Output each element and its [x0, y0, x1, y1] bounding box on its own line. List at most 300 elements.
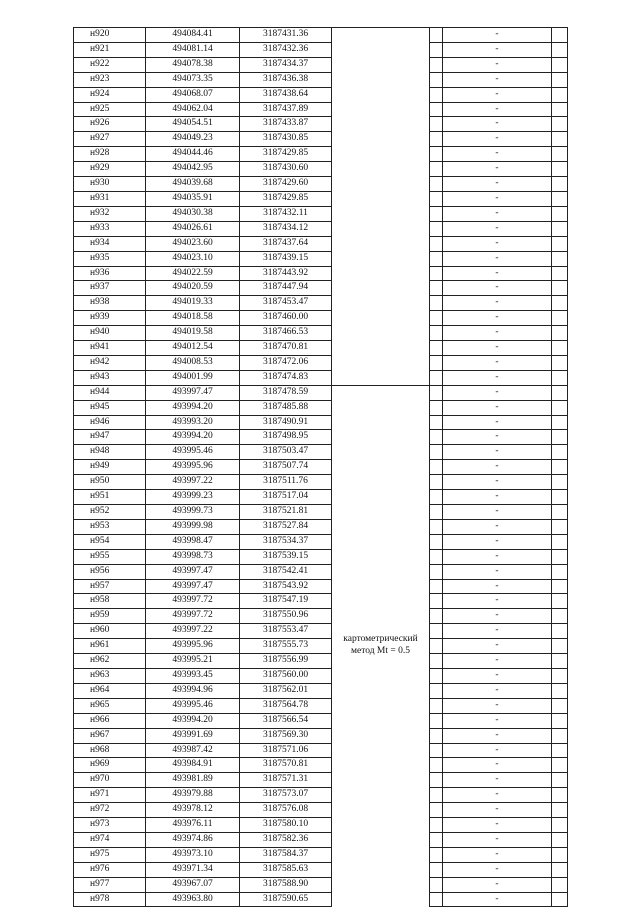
y-coordinate-cell: 3187433.87	[240, 117, 332, 132]
x-coordinate-cell: 493995.46	[146, 445, 240, 460]
table-row	[74, 296, 568, 311]
x-coordinate-cell: 493997.47	[146, 579, 240, 594]
edge-cell	[552, 624, 568, 639]
y-coordinate-cell: 3187430.85	[240, 132, 332, 147]
spacer-cell	[430, 624, 443, 639]
x-coordinate-cell: 493994.20	[146, 400, 240, 415]
x-coordinate-cell: 494068.07	[146, 87, 240, 102]
point-name-cell: н954	[74, 534, 146, 549]
spacer-cell	[430, 475, 443, 490]
spacer-cell	[430, 326, 443, 341]
table-row	[74, 594, 568, 609]
y-coordinate-cell: 3187566.54	[240, 713, 332, 728]
table-row	[74, 624, 568, 639]
table-body	[74, 28, 568, 907]
edge-cell	[552, 400, 568, 415]
value-cell: -	[443, 668, 552, 683]
spacer-cell	[430, 654, 443, 669]
value-cell: -	[443, 698, 552, 713]
y-coordinate-cell: 3187573.07	[240, 788, 332, 803]
spacer-cell	[430, 341, 443, 356]
x-coordinate-cell: 493971.34	[146, 862, 240, 877]
value-cell: -	[443, 87, 552, 102]
edge-cell	[552, 42, 568, 57]
y-coordinate-cell: 3187485.88	[240, 400, 332, 415]
x-coordinate-cell: 494001.99	[146, 370, 240, 385]
value-cell: -	[443, 594, 552, 609]
x-coordinate-cell: 493973.10	[146, 847, 240, 862]
spacer-cell	[430, 594, 443, 609]
edge-cell	[552, 311, 568, 326]
x-coordinate-cell: 494073.35	[146, 72, 240, 87]
x-coordinate-cell: 494078.38	[146, 57, 240, 72]
x-coordinate-cell: 493997.72	[146, 609, 240, 624]
point-name-cell: н963	[74, 668, 146, 683]
table-row	[74, 221, 568, 236]
table-row	[74, 355, 568, 370]
value-cell: -	[443, 788, 552, 803]
x-coordinate-cell: 494019.33	[146, 296, 240, 311]
x-coordinate-cell: 493974.86	[146, 832, 240, 847]
y-coordinate-cell: 3187429.60	[240, 177, 332, 192]
point-name-cell: н934	[74, 236, 146, 251]
table-row	[74, 117, 568, 132]
point-name-cell: н966	[74, 713, 146, 728]
x-coordinate-cell: 494044.46	[146, 147, 240, 162]
edge-cell	[552, 162, 568, 177]
x-coordinate-cell: 493997.22	[146, 475, 240, 490]
point-name-cell: н921	[74, 42, 146, 57]
point-name-cell: н941	[74, 341, 146, 356]
edge-cell	[552, 505, 568, 520]
y-coordinate-cell: 3187576.08	[240, 803, 332, 818]
point-name-cell: н960	[74, 624, 146, 639]
spacer-cell	[430, 147, 443, 162]
x-coordinate-cell: 494042.95	[146, 162, 240, 177]
edge-cell	[552, 758, 568, 773]
y-coordinate-cell: 3187556.99	[240, 654, 332, 669]
table-row	[74, 460, 568, 475]
edge-cell	[552, 385, 568, 400]
table-row	[74, 654, 568, 669]
method-cell	[332, 385, 430, 907]
point-name-cell: н944	[74, 385, 146, 400]
edge-cell	[552, 191, 568, 206]
x-coordinate-cell: 494030.38	[146, 206, 240, 221]
edge-cell	[552, 177, 568, 192]
y-coordinate-cell: 3187478.59	[240, 385, 332, 400]
table-row	[74, 639, 568, 654]
point-name-cell: н930	[74, 177, 146, 192]
y-coordinate-cell: 3187542.41	[240, 564, 332, 579]
value-cell: -	[443, 102, 552, 117]
point-name-cell: н965	[74, 698, 146, 713]
point-name-cell: н977	[74, 877, 146, 892]
x-coordinate-cell: 494081.14	[146, 42, 240, 57]
x-coordinate-cell: 494023.10	[146, 251, 240, 266]
x-coordinate-cell: 493993.45	[146, 668, 240, 683]
table-row	[74, 311, 568, 326]
x-coordinate-cell: 493994.20	[146, 713, 240, 728]
method-cell-upper	[332, 28, 430, 386]
point-name-cell: н940	[74, 326, 146, 341]
edge-cell	[552, 296, 568, 311]
table-row	[74, 87, 568, 102]
edge-cell	[552, 862, 568, 877]
edge-cell	[552, 728, 568, 743]
point-name-cell: н976	[74, 862, 146, 877]
value-cell: -	[443, 803, 552, 818]
table-row	[74, 102, 568, 117]
table-row	[74, 683, 568, 698]
table-row	[74, 564, 568, 579]
edge-cell	[552, 460, 568, 475]
table-row	[74, 42, 568, 57]
x-coordinate-cell: 493997.47	[146, 385, 240, 400]
value-cell: -	[443, 519, 552, 534]
point-name-cell: н922	[74, 57, 146, 72]
edge-cell	[552, 28, 568, 43]
edge-cell	[552, 743, 568, 758]
spacer-cell	[430, 803, 443, 818]
table-row	[74, 668, 568, 683]
y-coordinate-cell: 3187429.85	[240, 147, 332, 162]
point-name-cell: н942	[74, 355, 146, 370]
x-coordinate-cell: 493994.20	[146, 430, 240, 445]
spacer-cell	[430, 818, 443, 833]
spacer-cell	[430, 698, 443, 713]
point-name-cell: н927	[74, 132, 146, 147]
x-coordinate-cell: 494018.58	[146, 311, 240, 326]
edge-cell	[552, 221, 568, 236]
point-name-cell: н959	[74, 609, 146, 624]
y-coordinate-cell: 3187543.92	[240, 579, 332, 594]
spacer-cell	[430, 311, 443, 326]
x-coordinate-cell: 494023.60	[146, 236, 240, 251]
value-cell: -	[443, 832, 552, 847]
y-coordinate-cell: 3187571.06	[240, 743, 332, 758]
spacer-cell	[430, 773, 443, 788]
value-cell: -	[443, 445, 552, 460]
point-name-cell: н951	[74, 490, 146, 505]
edge-cell	[552, 355, 568, 370]
table-row	[74, 728, 568, 743]
value-cell: -	[443, 460, 552, 475]
value-cell: -	[443, 296, 552, 311]
table-row	[74, 385, 568, 400]
y-coordinate-cell: 3187511.76	[240, 475, 332, 490]
point-name-cell: н967	[74, 728, 146, 743]
point-name-cell: н972	[74, 803, 146, 818]
spacer-cell	[430, 862, 443, 877]
spacer-cell	[430, 132, 443, 147]
point-name-cell: н936	[74, 266, 146, 281]
table-row	[74, 818, 568, 833]
spacer-cell	[430, 639, 443, 654]
value-cell: -	[443, 162, 552, 177]
table-row	[74, 773, 568, 788]
spacer-cell	[430, 758, 443, 773]
x-coordinate-cell: 493981.89	[146, 773, 240, 788]
value-cell: -	[443, 564, 552, 579]
x-coordinate-cell: 493984.91	[146, 758, 240, 773]
point-name-cell: н950	[74, 475, 146, 490]
value-cell: -	[443, 251, 552, 266]
y-coordinate-cell: 3187503.47	[240, 445, 332, 460]
x-coordinate-cell: 493997.72	[146, 594, 240, 609]
spacer-cell	[430, 519, 443, 534]
spacer-cell	[430, 683, 443, 698]
x-coordinate-cell: 493976.11	[146, 818, 240, 833]
y-coordinate-cell: 3187472.06	[240, 355, 332, 370]
value-cell: -	[443, 341, 552, 356]
table-row	[74, 743, 568, 758]
x-coordinate-cell: 494084.41	[146, 28, 240, 43]
table-row	[74, 147, 568, 162]
value-cell: -	[443, 713, 552, 728]
y-coordinate-cell: 3187588.90	[240, 877, 332, 892]
point-name-cell: н928	[74, 147, 146, 162]
point-name-cell: н973	[74, 818, 146, 833]
spacer-cell	[430, 206, 443, 221]
edge-cell	[552, 683, 568, 698]
y-coordinate-cell: 3187582.36	[240, 832, 332, 847]
table-row	[74, 534, 568, 549]
table-row	[74, 162, 568, 177]
point-name-cell: н939	[74, 311, 146, 326]
y-coordinate-cell: 3187569.30	[240, 728, 332, 743]
point-name-cell: н964	[74, 683, 146, 698]
y-coordinate-cell: 3187430.60	[240, 162, 332, 177]
value-cell: -	[443, 639, 552, 654]
value-cell: -	[443, 72, 552, 87]
edge-cell	[552, 490, 568, 505]
value-cell: -	[443, 311, 552, 326]
spacer-cell	[430, 72, 443, 87]
y-coordinate-cell: 3187447.94	[240, 281, 332, 296]
edge-cell	[552, 370, 568, 385]
edge-cell	[552, 668, 568, 683]
spacer-cell	[430, 102, 443, 117]
edge-cell	[552, 773, 568, 788]
edge-cell	[552, 251, 568, 266]
edge-cell	[552, 534, 568, 549]
x-coordinate-cell: 493997.22	[146, 624, 240, 639]
x-coordinate-cell: 493997.47	[146, 564, 240, 579]
table-row	[74, 132, 568, 147]
table-row	[74, 341, 568, 356]
table-row	[74, 832, 568, 847]
y-coordinate-cell: 3187553.47	[240, 624, 332, 639]
x-coordinate-cell: 493978.12	[146, 803, 240, 818]
edge-cell	[552, 341, 568, 356]
edge-cell	[552, 132, 568, 147]
value-cell: -	[443, 579, 552, 594]
x-coordinate-cell: 493979.88	[146, 788, 240, 803]
spacer-cell	[430, 445, 443, 460]
table-row	[74, 72, 568, 87]
edge-cell	[552, 281, 568, 296]
y-coordinate-cell: 3187443.92	[240, 266, 332, 281]
x-coordinate-cell: 493995.96	[146, 460, 240, 475]
y-coordinate-cell: 3187434.37	[240, 57, 332, 72]
y-coordinate-cell: 3187453.47	[240, 296, 332, 311]
table-row	[74, 370, 568, 385]
y-coordinate-cell: 3187490.91	[240, 415, 332, 430]
point-name-cell: н968	[74, 743, 146, 758]
edge-cell	[552, 475, 568, 490]
spacer-cell	[430, 877, 443, 892]
x-coordinate-cell: 493998.47	[146, 534, 240, 549]
value-cell: -	[443, 430, 552, 445]
spacer-cell	[430, 743, 443, 758]
spacer-cell	[430, 251, 443, 266]
y-coordinate-cell: 3187437.64	[240, 236, 332, 251]
spacer-cell	[430, 385, 443, 400]
edge-cell	[552, 102, 568, 117]
x-coordinate-cell: 494019.58	[146, 326, 240, 341]
y-coordinate-cell: 3187437.89	[240, 102, 332, 117]
y-coordinate-cell: 3187580.10	[240, 818, 332, 833]
value-cell: -	[443, 534, 552, 549]
spacer-cell	[430, 534, 443, 549]
point-name-cell: н943	[74, 370, 146, 385]
value-cell: -	[443, 892, 552, 907]
value-cell: -	[443, 57, 552, 72]
x-coordinate-cell: 493995.96	[146, 639, 240, 654]
value-cell: -	[443, 847, 552, 862]
table-row	[74, 877, 568, 892]
edge-cell	[552, 266, 568, 281]
y-coordinate-cell: 3187429.85	[240, 191, 332, 206]
spacer-cell	[430, 28, 443, 43]
x-coordinate-cell: 493999.23	[146, 490, 240, 505]
x-coordinate-cell: 494020.59	[146, 281, 240, 296]
spacer-cell	[430, 788, 443, 803]
y-coordinate-cell: 3187498.95	[240, 430, 332, 445]
table-row	[74, 758, 568, 773]
y-coordinate-cell: 3187539.15	[240, 549, 332, 564]
y-coordinate-cell: 3187560.00	[240, 668, 332, 683]
x-coordinate-cell: 493963.80	[146, 892, 240, 907]
value-cell: -	[443, 266, 552, 281]
table-row	[74, 177, 568, 192]
table-row	[74, 847, 568, 862]
point-name-cell: н952	[74, 505, 146, 520]
y-coordinate-cell: 3187474.83	[240, 370, 332, 385]
spacer-cell	[430, 370, 443, 385]
point-name-cell: н949	[74, 460, 146, 475]
spacer-cell	[430, 87, 443, 102]
value-cell: -	[443, 326, 552, 341]
edge-cell	[552, 549, 568, 564]
point-name-cell: н946	[74, 415, 146, 430]
point-name-cell: н938	[74, 296, 146, 311]
x-coordinate-cell: 493987.42	[146, 743, 240, 758]
spacer-cell	[430, 162, 443, 177]
spacer-cell	[430, 713, 443, 728]
edge-cell	[552, 564, 568, 579]
point-name-cell: н925	[74, 102, 146, 117]
y-coordinate-cell: 3187436.38	[240, 72, 332, 87]
table-row	[74, 236, 568, 251]
spacer-cell	[430, 117, 443, 132]
y-coordinate-cell: 3187521.81	[240, 505, 332, 520]
x-coordinate-cell: 493993.20	[146, 415, 240, 430]
value-cell: -	[443, 877, 552, 892]
y-coordinate-cell: 3187584.37	[240, 847, 332, 862]
value-cell: -	[443, 221, 552, 236]
point-name-cell: н955	[74, 549, 146, 564]
point-name-cell: н969	[74, 758, 146, 773]
value-cell: -	[443, 191, 552, 206]
method-line-2: метод Mt = 0.5	[350, 646, 410, 657]
edge-cell	[552, 594, 568, 609]
table-row	[74, 475, 568, 490]
value-cell: -	[443, 206, 552, 221]
y-coordinate-cell: 3187439.15	[240, 251, 332, 266]
edge-cell	[552, 206, 568, 221]
x-coordinate-cell: 494012.54	[146, 341, 240, 356]
value-cell: -	[443, 42, 552, 57]
spacer-cell	[430, 549, 443, 564]
spacer-cell	[430, 177, 443, 192]
y-coordinate-cell: 3187590.65	[240, 892, 332, 907]
spacer-cell	[430, 57, 443, 72]
value-cell: -	[443, 117, 552, 132]
y-coordinate-cell: 3187534.37	[240, 534, 332, 549]
y-coordinate-cell: 3187571.31	[240, 773, 332, 788]
edge-cell	[552, 639, 568, 654]
spacer-cell	[430, 266, 443, 281]
edge-cell	[552, 430, 568, 445]
x-coordinate-cell: 493994.96	[146, 683, 240, 698]
table-row	[74, 445, 568, 460]
y-coordinate-cell: 3187564.78	[240, 698, 332, 713]
y-coordinate-cell: 3187555.73	[240, 639, 332, 654]
spacer-cell	[430, 430, 443, 445]
y-coordinate-cell: 3187585.63	[240, 862, 332, 877]
edge-cell	[552, 72, 568, 87]
spacer-cell	[430, 236, 443, 251]
y-coordinate-cell: 3187434.12	[240, 221, 332, 236]
y-coordinate-cell: 3187507.74	[240, 460, 332, 475]
x-coordinate-cell: 493967.07	[146, 877, 240, 892]
edge-cell	[552, 832, 568, 847]
point-name-cell: н924	[74, 87, 146, 102]
edge-cell	[552, 609, 568, 624]
spacer-cell	[430, 415, 443, 430]
value-cell: -	[443, 490, 552, 505]
table-row	[74, 698, 568, 713]
point-name-cell: н975	[74, 847, 146, 862]
y-coordinate-cell: 3187470.81	[240, 341, 332, 356]
x-coordinate-cell: 493995.21	[146, 654, 240, 669]
value-cell: -	[443, 505, 552, 520]
point-name-cell: н926	[74, 117, 146, 132]
spacer-cell	[430, 505, 443, 520]
edge-cell	[552, 713, 568, 728]
edge-cell	[552, 236, 568, 251]
table-row	[74, 281, 568, 296]
point-name-cell: н953	[74, 519, 146, 534]
table-row	[74, 713, 568, 728]
table-row	[74, 609, 568, 624]
spacer-cell	[430, 281, 443, 296]
point-name-cell: н957	[74, 579, 146, 594]
x-coordinate-cell: 493998.73	[146, 549, 240, 564]
point-name-cell: н956	[74, 564, 146, 579]
